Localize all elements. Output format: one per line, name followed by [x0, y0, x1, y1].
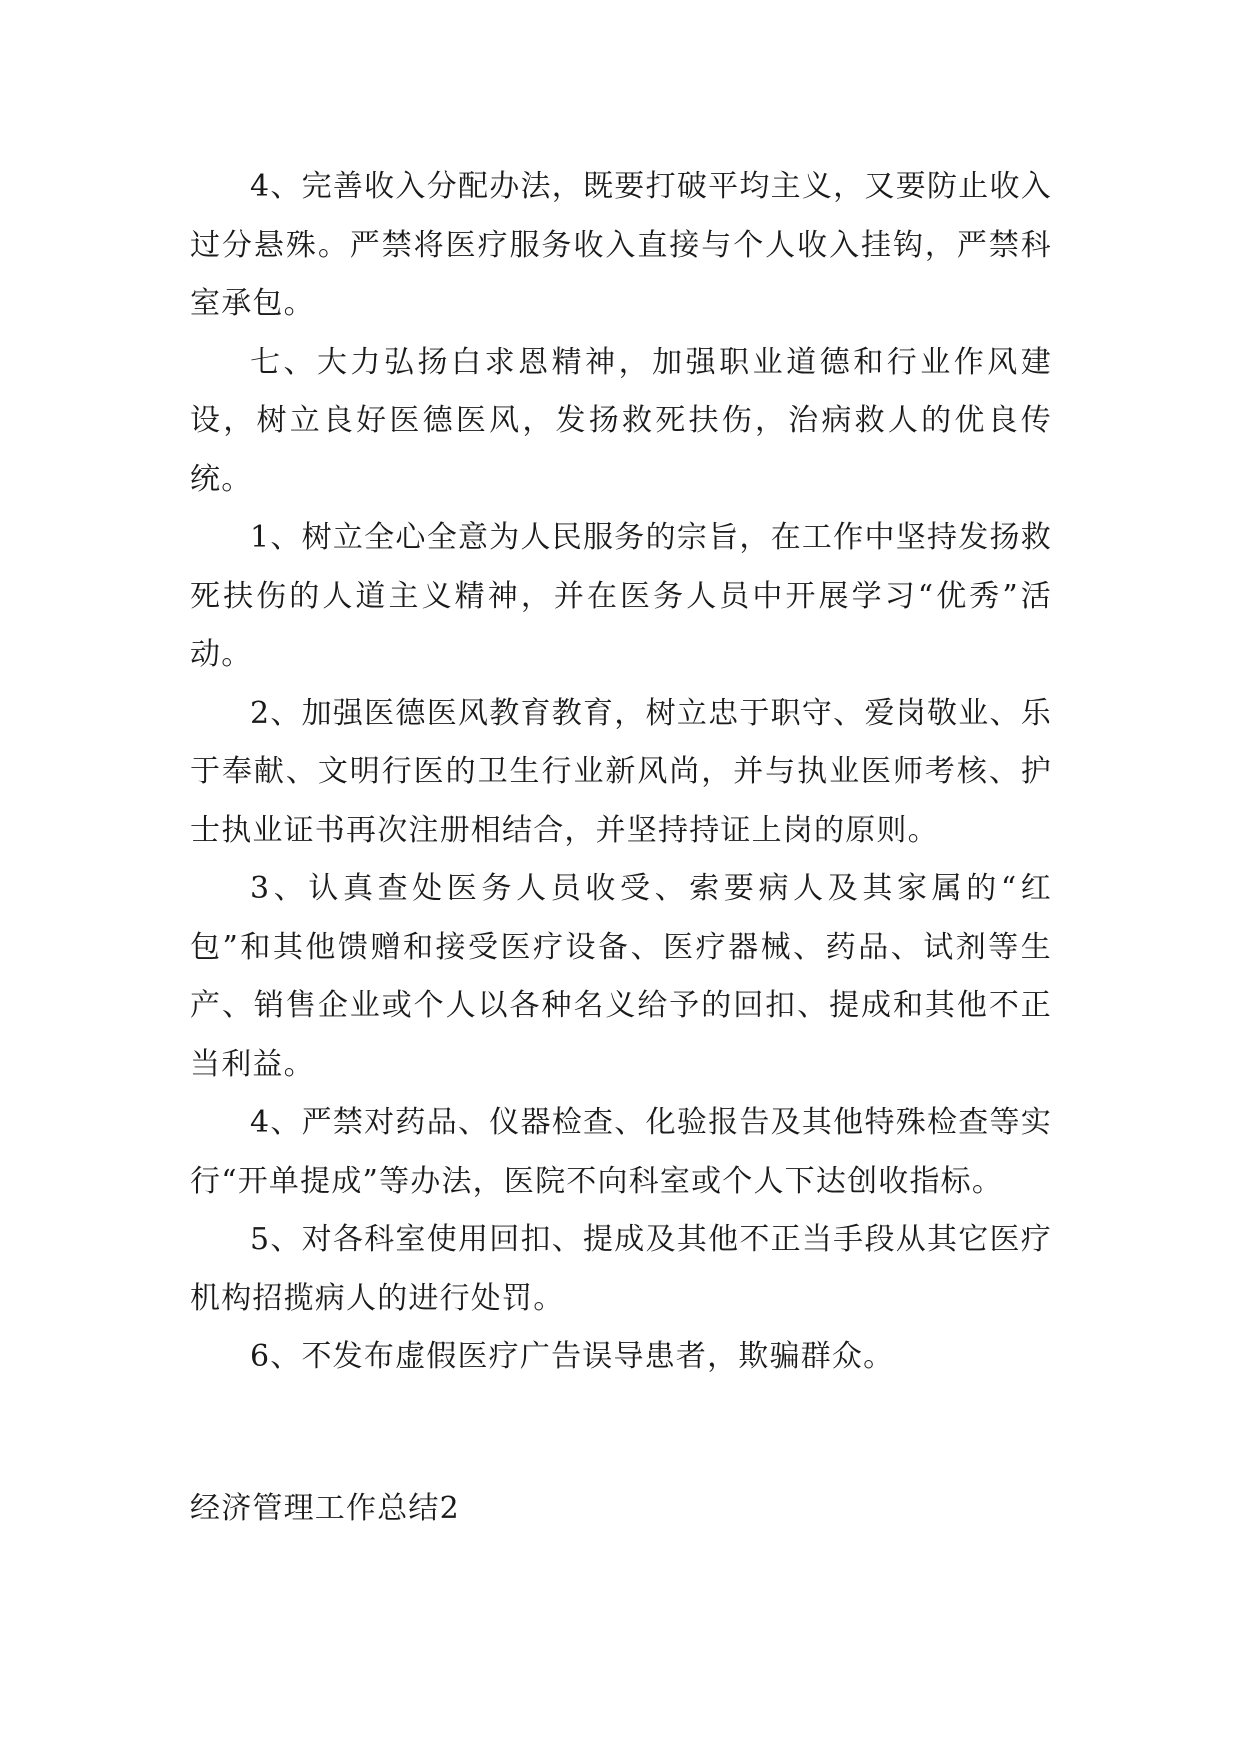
paragraph-item-3: 3、认真查处医务人员收受、索要病人及其家属的“红包”和其他馈赠和接受医疗设备、医疗器械、药品、试剂等生产、销售企业或个人以各种名义给予的回扣、提成和其他不正当利益。 [190, 871, 1052, 1082]
document-body [190, 158, 1052, 1387]
paragraph-income-distribution: 4、完善收入分配办法，既要打破平均主义，又要防止收入过分悬殊。严禁将医疗服务收入直接与个人收入挂钩，严禁科室承包。 [190, 169, 1052, 321]
paragraph-item-4: 4、严禁对药品、仪器检查、化验报告及其他特殊检查等实行“开单提成”等办法，医院不向科室或个人下达创收指标。 [190, 1105, 1052, 1199]
paragraph-item-2: 2、加强医德医风教育教育，树立忠于职守、爱岗敬业、乐于奉献、文明行医的卫生行业新风尚，并与执业医师考核、护士执业证书再次注册相结合，并坚持持证上岗的原则。 [190, 695, 1052, 848]
paragraph-item-5: 5、对各科室使用回扣、提成及其他不正当手段从其它医疗机构招揽病人的进行处罚。 [190, 1222, 1052, 1316]
paragraph-item-1: 1、树立全心全意为人民服务的宗旨，在工作中坚持发扬救死扶伤的人道主义精神，并在医务人员中开展学习“优秀”活动。 [190, 520, 1052, 672]
paragraph-section-seven: 七、大力弘扬白求恩精神，加强职业道德和行业作风建设，树立良好医德医风，发扬救死扶伤，治病救人的优良传统。 [190, 344, 1052, 497]
paragraph-item-6: 6、不发布虚假医疗广告误导患者，欺骗群众。 [250, 1339, 895, 1374]
section-heading: 经济管理工作总结2 [190, 1491, 460, 1526]
